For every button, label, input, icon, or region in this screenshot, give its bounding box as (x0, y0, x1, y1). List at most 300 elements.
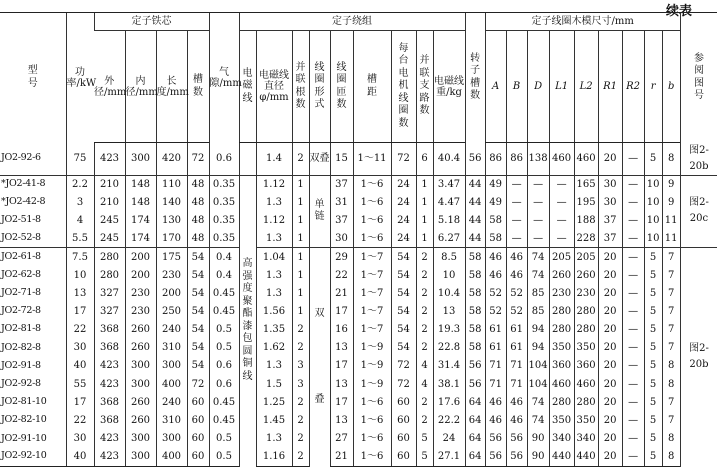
cell-L1: 280 (549, 302, 574, 320)
cell-r: 5 (644, 357, 662, 375)
cell-gap: 0.4 (209, 266, 239, 284)
cell-kg: 10.4 (433, 284, 465, 302)
cell-R2: — (622, 193, 644, 211)
header-coil-pitch: 线圈匝数 (330, 31, 353, 143)
cell-B: 52 (506, 302, 527, 320)
cell-D: 74 (527, 411, 549, 429)
wire-type-label: 高强度聚酯漆包圆铜线 (242, 258, 253, 382)
cell-B: 61 (506, 321, 527, 339)
cell-R1: 30 (598, 175, 622, 193)
cell-R1: 20 (598, 448, 622, 466)
cell-par: 2 (292, 321, 309, 339)
cell-span: 1～6 (353, 193, 391, 211)
header-turns: 每台电机线圈数 (391, 31, 416, 143)
cell-kg: 22.8 (433, 339, 465, 357)
cell-L1: — (549, 230, 574, 248)
header-ref-fig: 参阅图号 (680, 13, 717, 143)
cell-slots: 54 (187, 321, 209, 339)
cell-id: 148 (125, 193, 156, 211)
cell-kg: 40.4 (433, 143, 465, 176)
cell-span: 1～6 (353, 411, 391, 429)
cell-R2: — (622, 430, 644, 448)
table-row (0, 193, 717, 211)
cell-r: 5 (644, 393, 662, 411)
cell-R1: 20 (598, 430, 622, 448)
cell-L2: 228 (574, 230, 598, 248)
cell-L2: 360 (574, 357, 598, 375)
cell-coils: 24 (391, 211, 416, 229)
cell-rs: 44 (465, 175, 485, 193)
cell-rs: 56 (465, 357, 485, 375)
cell-coils: 54 (391, 339, 416, 357)
cell-model: JO2-51-8 (1, 214, 41, 226)
cell-r: 5 (644, 302, 662, 320)
cell-A: 71 (485, 375, 506, 393)
cell-pitch: 31 (330, 193, 353, 211)
cell-branch: 2 (416, 302, 433, 320)
cell-A: 61 (485, 321, 506, 339)
cell-B: 56 (506, 430, 527, 448)
cell-R2: — (622, 448, 644, 466)
cell-D: 90 (527, 430, 549, 448)
cell-L1: 230 (549, 284, 574, 302)
cell-slots: 54 (187, 339, 209, 357)
header-air-gap: 气隙/mm (209, 13, 239, 143)
table-row (0, 393, 717, 411)
cell-dia: 1.56 (256, 302, 292, 320)
cell-b: 7 (662, 339, 680, 357)
cell-power: 2.2 (66, 175, 94, 193)
cell-par: 2 (292, 143, 309, 176)
cell-span: 1～7 (353, 302, 391, 320)
cell-gap: 0.35 (209, 211, 239, 229)
cell-branch: 2 (416, 248, 433, 266)
cell-A: 58 (485, 230, 506, 248)
cell-par: 2 (292, 411, 309, 429)
cell-R1: 37 (598, 211, 622, 229)
cell-R2: — (622, 302, 644, 320)
cell-id: 300 (125, 448, 156, 466)
cell-model: JO2-82-8 (1, 341, 41, 353)
cell-power: 30 (66, 339, 94, 357)
cell-power: 4 (66, 211, 94, 229)
cell-id: 174 (125, 211, 156, 229)
cell-par: 2 (292, 339, 309, 357)
cell-R1: 20 (598, 143, 622, 176)
cell-slots: 48 (187, 211, 209, 229)
cell-span: 1～6 (353, 448, 391, 466)
cell-branch: 5 (416, 448, 433, 466)
cell-model: JO2-81-8 (1, 323, 41, 335)
cell-D: 94 (527, 339, 549, 357)
header-model: 型号 (0, 13, 66, 143)
cell-kg: 22.2 (433, 411, 465, 429)
cell-par: 1 (292, 266, 309, 284)
header-L2: L2 (574, 31, 598, 143)
cell-A: 61 (485, 339, 506, 357)
cell-D: 74 (527, 266, 549, 284)
cell-len: 240 (156, 321, 187, 339)
cell-len: 110 (156, 175, 187, 193)
cell-dia: 1.3 (256, 193, 292, 211)
cell-r: 5 (644, 375, 662, 393)
cell-D: 74 (527, 393, 549, 411)
cell-id: 300 (125, 375, 156, 393)
cell-R1: 20 (598, 266, 622, 284)
cell-kg: 31.4 (433, 357, 465, 375)
cell-L1: 340 (549, 430, 574, 448)
cell-span: 1～6 (353, 175, 391, 193)
cell-kg: 10 (433, 266, 465, 284)
cell-dia: 1.35 (256, 321, 292, 339)
cell-rs: 64 (465, 411, 485, 429)
table-row (0, 411, 717, 429)
cell-L1: 360 (549, 357, 574, 375)
cell-R1: 20 (598, 357, 622, 375)
cell-len: 130 (156, 211, 187, 229)
table-row (0, 143, 717, 176)
table-row (0, 357, 717, 375)
cell-L1: 260 (549, 266, 574, 284)
cell-len: 170 (156, 230, 187, 248)
motor-winding-table (0, 12, 717, 467)
header-length: 长度/mm (156, 31, 187, 143)
cell-dia: 1.45 (256, 411, 292, 429)
cell-kg: 17.6 (433, 393, 465, 411)
cell-pitch: 13 (330, 375, 353, 393)
cell-dia: 1.4 (256, 143, 292, 176)
cell-kg: 4.47 (433, 193, 465, 211)
cell-power: 13 (66, 284, 94, 302)
cell-par: 2 (292, 448, 309, 466)
cell-rs: 58 (465, 266, 485, 284)
cell-gap: 0.5 (209, 448, 239, 466)
cell-B: 71 (506, 357, 527, 375)
cell-rs: 44 (465, 193, 485, 211)
cell-id: 260 (125, 393, 156, 411)
cell-od: 368 (94, 411, 125, 429)
cell-R2: — (622, 375, 644, 393)
cell-par: 1 (292, 284, 309, 302)
cell-D: 85 (527, 284, 549, 302)
cell-len: 240 (156, 393, 187, 411)
cell-rs: 58 (465, 284, 485, 302)
cell-coils: 72 (391, 357, 416, 375)
cell-model: JO2-92-8 (1, 377, 41, 389)
cell-coils: 60 (391, 448, 416, 466)
cell-L2: 195 (574, 193, 598, 211)
cell-coils: 54 (391, 302, 416, 320)
header-b: b (662, 31, 680, 143)
cell-L1: 280 (549, 321, 574, 339)
cell-rs: 58 (465, 302, 485, 320)
cell-coils: 60 (391, 430, 416, 448)
header-slots: 槽数 (187, 31, 209, 143)
cell-R2: — (622, 230, 644, 248)
cell-R1: 30 (598, 193, 622, 211)
cell-pitch: 17 (330, 357, 353, 375)
cell-id: 260 (125, 339, 156, 357)
header-mold-size: 定子线圈木模尺寸/mm (485, 13, 680, 31)
header-slot-pitch: 槽距 (353, 31, 391, 143)
cell-r: 5 (644, 143, 662, 176)
cell-A: 56 (485, 430, 506, 448)
cell-od: 280 (94, 248, 125, 266)
header-B: B (506, 31, 527, 143)
cell-slots: 54 (187, 248, 209, 266)
cell-dia: 1.25 (256, 393, 292, 411)
cell-L1: — (549, 211, 574, 229)
cell-A: 46 (485, 266, 506, 284)
cell-B: 46 (506, 266, 527, 284)
cell-D: 85 (527, 302, 549, 320)
cell-power: 40 (66, 357, 94, 375)
header-R1: R1 (598, 31, 622, 143)
cell-b: 7 (662, 302, 680, 320)
cell-power: 75 (66, 143, 94, 176)
header-wire-weight: 电磁线重/kg (433, 31, 465, 143)
cell-b: 8 (662, 357, 680, 375)
cell-r: 10 (644, 175, 662, 193)
cell-branch: 5 (416, 430, 433, 448)
cell-kg: 19.3 (433, 321, 465, 339)
cell-len: 310 (156, 339, 187, 357)
cell-span: 1～9 (353, 339, 391, 357)
cell-slots: 54 (187, 266, 209, 284)
cell-A: 49 (485, 193, 506, 211)
cell-R1: 37 (598, 230, 622, 248)
cell-rs: 56 (465, 375, 485, 393)
cell-gap: 0.6 (209, 357, 239, 375)
table-row (0, 211, 717, 229)
cell-od: 368 (94, 393, 125, 411)
cell-A: 46 (485, 248, 506, 266)
cell-slots: 72 (187, 143, 209, 176)
cell-span: 1～7 (353, 248, 391, 266)
cell-b: 8 (662, 430, 680, 448)
cell-L2: 280 (574, 302, 598, 320)
cell-model: JO2-91-10 (1, 432, 47, 444)
cell-b: 7 (662, 266, 680, 284)
cell-dia: 1.3 (256, 284, 292, 302)
cell-branch: 1 (416, 193, 433, 211)
cell-B: 86 (506, 143, 527, 176)
cell-A: 46 (485, 411, 506, 429)
cell-B: — (506, 175, 527, 193)
cell-branch: 2 (416, 339, 433, 357)
cell-A: 52 (485, 284, 506, 302)
cell-b: 8 (662, 375, 680, 393)
cell-len: 300 (156, 357, 187, 375)
cell-slots: 54 (187, 302, 209, 320)
cell-dia: 1.16 (256, 448, 292, 466)
cell-power: 40 (66, 448, 94, 466)
cell-pitch: 22 (330, 266, 353, 284)
cell-dia: 1.12 (256, 211, 292, 229)
cell-power: 55 (66, 375, 94, 393)
cell-L2: 188 (574, 211, 598, 229)
cell-B: — (506, 230, 527, 248)
cell-pitch: 16 (330, 321, 353, 339)
cell-D: — (527, 230, 549, 248)
cell-r: 5 (644, 411, 662, 429)
cell-gap: 0.6 (209, 143, 239, 176)
cell-b: 9 (662, 175, 680, 193)
cell-gap: 0.5 (209, 321, 239, 339)
cell-b: 11 (662, 230, 680, 248)
cell-gap: 0.45 (209, 411, 239, 429)
cell-b: 8 (662, 143, 680, 176)
cell-A: 52 (485, 302, 506, 320)
cell-D: 104 (527, 357, 549, 375)
cell-span: 1～7 (353, 321, 391, 339)
cell-slots: 72 (187, 375, 209, 393)
header-rotor-slots: 转子槽数 (465, 13, 485, 143)
cell-model: JO2-92-10 (0, 448, 66, 466)
cell-model: JO2-62-8 (1, 268, 41, 280)
cell-id: 174 (125, 230, 156, 248)
cell-rs: 58 (465, 321, 485, 339)
cell-dia: 1.3 (256, 357, 292, 375)
cell-gap: 0.5 (209, 339, 239, 357)
coil-form-label-top: 双 (314, 308, 325, 320)
cell-gap: 0.5 (209, 430, 239, 448)
cell-model: JO2-92-6 (1, 152, 41, 164)
cell-L1: 460 (549, 375, 574, 393)
cell-id: 148 (125, 175, 156, 193)
cell-r: 5 (644, 448, 662, 466)
cell-L1: 280 (549, 393, 574, 411)
cell-dia: 1.3 (256, 266, 292, 284)
table-row (0, 175, 717, 193)
cell-r: 10 (644, 211, 662, 229)
cell-id: 260 (125, 321, 156, 339)
cell-A: 46 (485, 393, 506, 411)
cell-R1: 20 (598, 375, 622, 393)
cell-gap: 0.45 (209, 302, 239, 320)
cell-pitch: 27 (330, 430, 353, 448)
cell-len: 310 (156, 411, 187, 429)
cell-span: 1～7 (353, 266, 391, 284)
cell-id: 200 (125, 248, 156, 266)
header-parallel: 并联根数 (292, 31, 309, 143)
cell-model: JO2-72-8 (1, 305, 41, 317)
cell-len: 420 (156, 143, 187, 176)
coil-form-cell (309, 248, 330, 466)
cell-od: 210 (94, 193, 125, 211)
cell-gap: 0.35 (209, 175, 239, 193)
cell-par: 2 (292, 430, 309, 448)
header-inner-dia: 内径/mm (125, 31, 156, 143)
cell-slots: 54 (187, 357, 209, 375)
cell-power: 30 (66, 430, 94, 448)
cell-L1: 205 (549, 248, 574, 266)
cell-kg: 3.47 (433, 175, 465, 193)
cell-par: 1 (292, 230, 309, 248)
cell-slots: 60 (187, 411, 209, 429)
cell-len: 140 (156, 193, 187, 211)
cell-r: 5 (644, 284, 662, 302)
cell-b: 7 (662, 393, 680, 411)
cell-par: 1 (292, 211, 309, 229)
cell-L1: 350 (549, 411, 574, 429)
cell-branch: 2 (416, 266, 433, 284)
cell-power: 3 (66, 193, 94, 211)
cell-rs: 64 (465, 393, 485, 411)
cell-model: JO2-91-8 (1, 359, 41, 371)
cell-L2: 280 (574, 321, 598, 339)
cell-b: 7 (662, 284, 680, 302)
cell-pitch: 21 (330, 284, 353, 302)
cell-power: 22 (66, 321, 94, 339)
cell-len: 175 (156, 248, 187, 266)
continued-label: 续表 (665, 4, 692, 19)
cell-od: 368 (94, 321, 125, 339)
cell-kg: 13 (433, 302, 465, 320)
header-outer-dia: 外径/mm (94, 31, 125, 143)
cell-rs: 64 (465, 448, 485, 466)
cell-span: 1～9 (353, 357, 391, 375)
cell-model: JO2-82-10 (1, 414, 47, 426)
cell-R1: 20 (598, 321, 622, 339)
cell-slots: 54 (187, 284, 209, 302)
cell-power: 5.5 (66, 230, 94, 248)
cell-od: 423 (94, 448, 125, 466)
cell-od: 280 (94, 266, 125, 284)
cell-pitch: 30 (330, 230, 353, 248)
cell-id: 230 (125, 284, 156, 302)
cell-slots: 48 (187, 193, 209, 211)
cell-gap: 0.35 (209, 230, 239, 248)
header-R2: R2 (622, 31, 644, 143)
cell-L1: 350 (549, 339, 574, 357)
cell-R1: 20 (598, 393, 622, 411)
table-row (0, 375, 717, 393)
cell-branch: 1 (416, 175, 433, 193)
cell-od: 423 (94, 430, 125, 448)
cell-b: 7 (662, 321, 680, 339)
cell-pitch: 29 (330, 248, 353, 266)
cell-kg: 24 (433, 430, 465, 448)
cell-L2: 350 (574, 339, 598, 357)
cell-L2: 460 (574, 375, 598, 393)
cell-D: 94 (527, 321, 549, 339)
table-row (0, 321, 717, 339)
cell-L2: 460 (574, 143, 598, 176)
cell-branch: 1 (416, 230, 433, 248)
cell-pitch: 17 (330, 302, 353, 320)
cell-power: 10 (66, 266, 94, 284)
header-A: A (485, 31, 506, 143)
cell-branch: 4 (416, 375, 433, 393)
cell-R1: 20 (598, 248, 622, 266)
cell-od: 423 (94, 143, 125, 176)
cell-len: 400 (156, 448, 187, 466)
cell-rs: 44 (465, 211, 485, 229)
header-branches: 并联支路数 (416, 31, 433, 143)
cell-od: 423 (94, 357, 125, 375)
cell-od: 368 (94, 339, 125, 357)
table-row (0, 302, 717, 320)
cell-gap: 0.6 (209, 375, 239, 393)
cell-r: 5 (644, 248, 662, 266)
cell-rs: 44 (465, 230, 485, 248)
wire-type-empty (239, 143, 256, 176)
cell-R2: — (622, 266, 644, 284)
cell-R1: 20 (598, 302, 622, 320)
cell-slots: 48 (187, 175, 209, 193)
cell-b: 7 (662, 411, 680, 429)
